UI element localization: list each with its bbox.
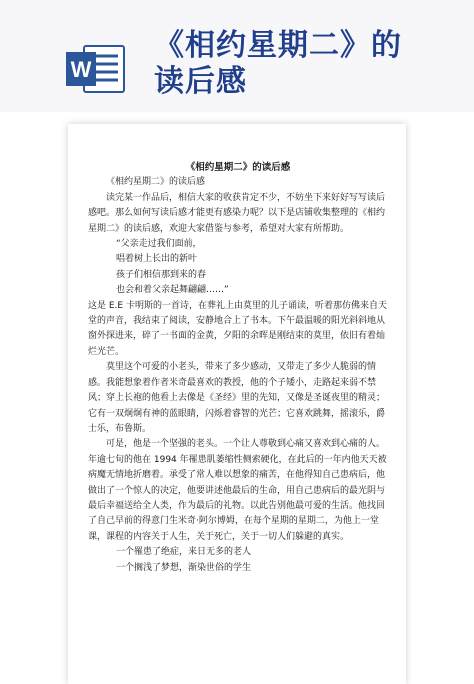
document-body [88,160,388,576]
document-title: 《相约星期二》的读后感 [185,162,291,173]
poem-line: 唱着树上长出的新叶 [116,254,198,265]
intro-paragraph: 读完某一作品后，相信大家的收获肯定不少，不妨坐下来好好写写读后感吧。那么如何写读后感才能更有感染力呢？以下是店铺收集整理的《相约星期二》的读后感，欢迎大家借鉴与参考，希望对大家有所帮助。 [88,192,386,234]
body-paragraph: 可是，他是一个坚强的老头。一个让人尊敬到心痛又喜欢到心痛的人。年逾七旬的他在 1994 年罹患肌萎缩性侧索硬化，在此后的一年内他天天被病魔无情地折磨着。承受了常人难以想象的痛苦，在他得知自己患病后，他做出了一个惊人的决定，他要讲述他最后的生命，用自己患病后的最光阴与最后幸福送给全人类，作为最后的礼物。以此告别他最可爱的生活。他找回了自己早前的得意门生米奇·阿尔博姆，在每个星期的星期二，为他上一堂课，课程的内容关于人生，关于死亡，关于一切人们躲避的真实。 [88,439,387,542]
document-subtitle: 《相约星期二》的读后感 [106,177,206,188]
document-page [68,124,406,684]
body-paragraph: 这是 E.E 卡明斯的一首诗，在葬礼上由莫里的儿子诵读，听着那仿佛来自天堂的声音，我结束了阅读，安静地合上了书本。下午最温暖的阳光斜斜地从窗外探进来，碎了一书面的金黄，夕阳的余晖是刚结束的莫里，依旧有着灿烂光芒。 [88,300,387,357]
poem-line: 孩子们相信那到来的春 [116,269,207,280]
poem-line: 也会和着父亲起舞翩翩……” [116,285,229,296]
poem-line: 一个搁浅了梦想，渐染世俗的学生 [116,562,252,573]
poem-line: “父亲走过我们面前， [116,239,202,250]
word-document-icon [66,44,126,94]
body-paragraph: 莫里这个可爱的小老头，带来了多少感动，又带走了多少人脆弱的情感。我能想象着作者米奇最喜欢的教授，他的个子矮小，走路起来弱不禁风；穿上长袍的他看上去像是《圣经》里的先知，又像是圣诞夜里的精灵；它有一双炯炯有神的蓝眼睛，闪烁着睿智的光芒；它喜欢跳舞，摇滚乐，爵士乐，布鲁斯。 [88,362,386,434]
page-title [154,28,474,100]
closing-poem [88,545,388,576]
poem-line: 一个罹患了绝症，来日无多的老人 [116,547,252,558]
word-logo-letter: W [70,57,92,82]
page-title-line1: 《相约星期二》的 [154,28,402,63]
page-title-line2: 读后感 [154,64,247,99]
poem-quote [88,237,388,299]
